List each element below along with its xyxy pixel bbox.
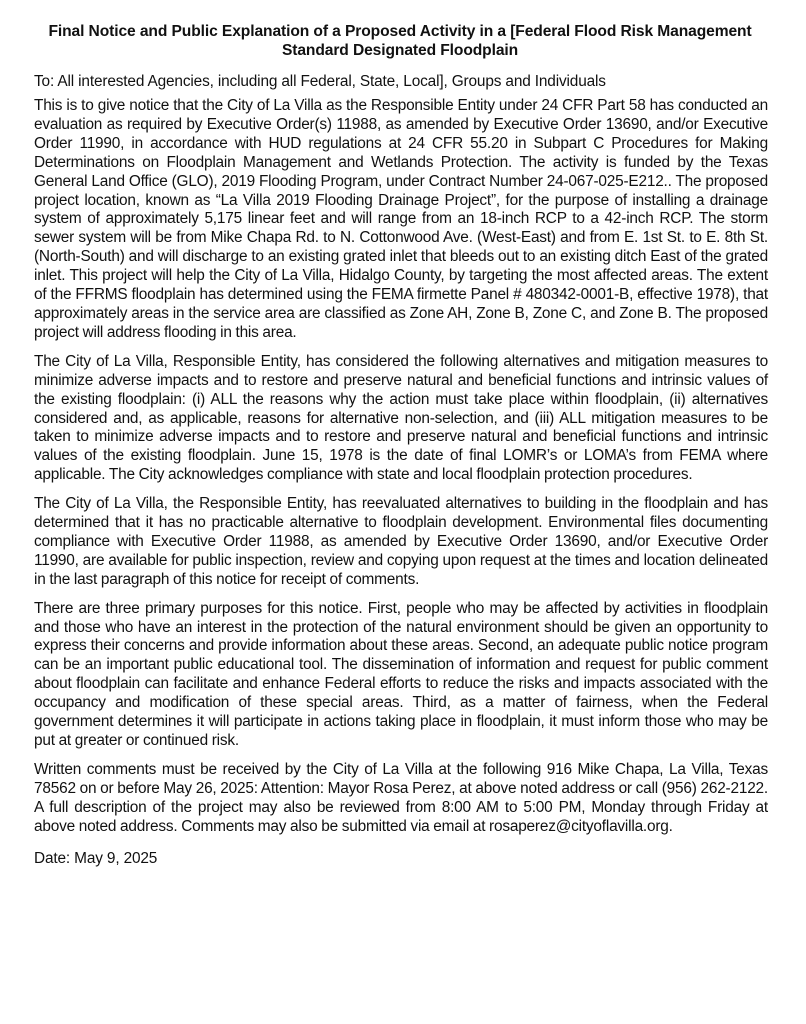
notice-paragraph-alternatives: The City of La Villa, Responsible Entity, has considered the following alternatives and mitigation measures to minimize adverse impacts and to restore and preserve natural and beneficial functions and intrinsic values of the existing floodplain: (i) ALL the reasons why the action must take place within floodplain, (ii) alternatives considered and, as applicable, reasons for alternative non-selection, and (iii) ALL mitigation measures to be taken to minimize adverse impacts and to restore and preserve natural and beneficial functions and intrinsic values of the existing floodplain. June 15, 1978 is the date of final LOMR’s or LOMA’s from FEMA where applicable. The City acknowledges compliance with state and local floodplain protection procedures. bbox=[34, 352, 768, 484]
notice-paragraph-comments: Written comments must be received by the City of La Villa at the following 916 Mike Chapa, La Villa, Texas 78562 on or before May 26, 2025: Attention: Mayor Rosa Perez, at above noted address or call (956) 262-2122. A full description of the project may also be reviewed from 8:00 AM to 5:00 PM, Monday through Friday at above noted address. Comments may also be submitted via email at rosaperez@cityoflavilla.org. bbox=[34, 760, 768, 835]
notice-paragraph-purposes: There are three primary purposes for this notice. First, people who may be affected by activities in floodplain and those who have an interest in the protection of the natural environment should be given an opportunity to express their concerns and provide information about these areas. Second, an adequate public notice program can be an important public educational tool. The dissemination of information and request for public comment about floodplain can facilitate and enhance Federal efforts to reduce the risks and impacts associated with the occupancy and modification of these special areas. Third, as a matter of fairness, when the Federal government determines it will participate in actions taking place in floodplain, it must inform those who may be put at greater or continued risk. bbox=[34, 599, 768, 749]
notice-paragraph-evaluation: This is to give notice that the City of La Villa as the Responsible Entity under 24 CFR Part 58 has conducted an evaluation as required by Executive Order(s) 11988, as amended by Executive Order 13690, and/or Executive Order 11990, in accordance with HUD regulations at 24 CFR 55.20 in Subpart C Procedures for Making Determinations on Floodplain Management and Wetlands Protection. The activity is funded by the Texas General Land Office (GLO), 2019 Flooding Program, under Contract Number 24-067-025-E212.. The proposed project location, known as “La Villa 2019 Flooding Drainage Project”, for the purpose of installing a drainage system of approximately 5,175 linear feet and will range from an 18-inch RCP to a 42-inch RCP. The storm sewer system will be from Mike Chapa Rd. to N. Cottonwood Ave. (West-East) and from E. 1st St. to E. 8th St. (North-South) and will discharge to an existing grated inlet that bleeds out to an existing ditch East of the grated inlet. This project will help the City of La Villa, Hidalgo County, by targeting the most affected areas. The extent of the FFRMS floodplain has determined using the FEMA firmette Panel # 480342-0001-B, effective 1978), that approximately areas in the service area are classified as Zone AH, Zone B, Zone C, and Zone B. The proposed project will address flooding in this area. bbox=[34, 97, 768, 341]
notice-date: Date: May 9, 2025 bbox=[34, 849, 158, 867]
notice-title: Final Notice and Public Explanation of a Proposed Activity in a [Federal Flood Risk Management Standard Designated Floodplain bbox=[48, 23, 752, 59]
addressee-line: To: All interested Agencies, including all Federal, State, Local], Groups and Individuals bbox=[34, 73, 606, 90]
notice-paragraph-reevaluation: The City of La Villa, the Responsible Entity, has reevaluated alternatives to building in the floodplain and has determined that it has no practicable alternative to floodplain development. Environmental files documenting compliance with Executive Order 11988, as amended by Executive Order 13690, and/or Executive Order 11990, are available for public inspection, review and copying upon request at the times and location delineated in the last paragraph of this notice for receipt of comments. bbox=[34, 495, 768, 588]
